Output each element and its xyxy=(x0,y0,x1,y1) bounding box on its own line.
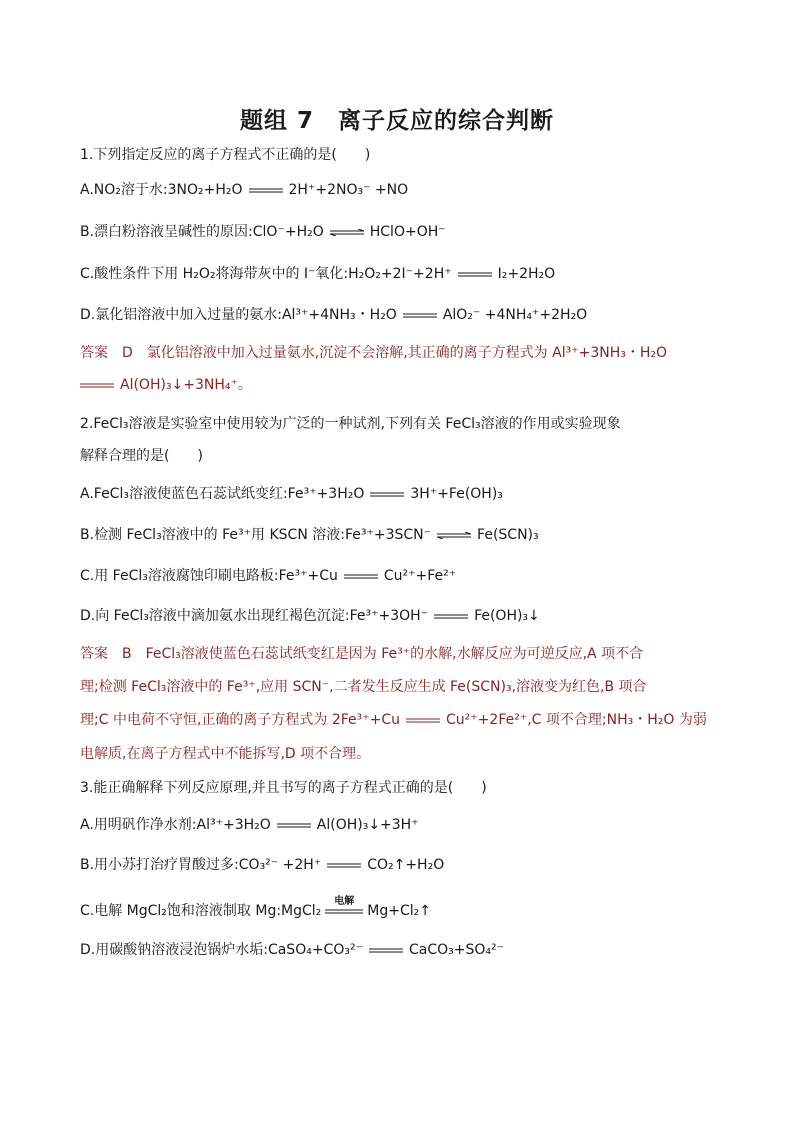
q3-d-rhs: CaCO₃+SO₄²⁻ xyxy=(408,942,504,958)
electrolysis-arrow-icon xyxy=(325,896,363,921)
q2-stem-line-1: 2.FeCl₃溶液是实验室中使用较为广泛的一种试剂,下列有关 FeCl₃溶液的作用或实验现象 xyxy=(80,416,621,432)
equals-arrow-icon xyxy=(327,862,361,869)
q1-stem: 1.下列指定反应的离子方程式不正确的是( ) xyxy=(80,147,371,163)
q3-option-b xyxy=(80,855,720,875)
q2-b-lhs: B.检测 FeCl₃溶液中的 Fe³⁺用 KSCN 溶液:Fe³⁺+3SCN⁻ xyxy=(80,527,432,543)
q1-a-lhs: A.NO₂溶于水:3NO₂+H₂O xyxy=(80,182,243,198)
equals-arrow-icon xyxy=(403,312,437,319)
q3-a-lhs: A.用明矾作净水剂:Al³⁺+3H₂O xyxy=(80,817,271,833)
q3-c-lhs: C.电解 MgCl₂饱和溶液制取 Mg:MgCl₂ xyxy=(80,903,322,919)
equals-arrow-icon xyxy=(458,271,492,278)
q1-option-a xyxy=(80,180,720,200)
q3-b-lhs: B.用小苏打治疗胃酸过多:CO₃²⁻ +2H⁺ xyxy=(80,857,322,873)
reversible-arrow-icon xyxy=(330,229,364,236)
q1-a-rhs: 2H⁺+2NO₃⁻ +NO xyxy=(288,182,409,198)
equals-arrow-icon xyxy=(406,717,440,724)
q1-answer-line-2 xyxy=(80,375,720,395)
q2-d-lhs: D.向 FeCl₃溶液中滴加氨水出现红褐色沉淀:Fe³⁺+3OH⁻ xyxy=(80,608,429,624)
q2-answer-text-1: FeCl₃溶液使蓝色石蕊试纸变红是因为 Fe³⁺的水解,水解反应为可逆反应,A 项不合 xyxy=(145,646,644,662)
q2-stem-line-2: 解释合理的是( ) xyxy=(80,448,203,464)
q3-stem: 3.能正确解释下列反应原理,并且书写的离子方程式正确的是( ) xyxy=(80,780,487,796)
q2-answer-line-3 xyxy=(80,710,720,730)
reaction-condition: 电解 xyxy=(334,896,355,907)
q2-answer-line-2: 理;检测 FeCl₃溶液中的 Fe³⁺,应用 SCN⁻,二者发生反应生成 Fe(SCN)₃,溶液变为红色,B 项合 xyxy=(80,679,647,695)
q2-option-a xyxy=(80,484,720,504)
equals-arrow-icon xyxy=(434,613,468,620)
equals-arrow-icon xyxy=(249,187,283,194)
q2-answer-label: 答案 B xyxy=(80,646,132,662)
page-title: 题组 7 离子反应的综合判断 xyxy=(239,108,554,134)
q3-d-lhs: D.用碳酸钠溶液浸泡锅炉水垢:CaSO₄+CO₃²⁻ xyxy=(80,942,363,958)
equals-arrow-icon xyxy=(369,947,403,954)
q1-answer-line-1 xyxy=(80,343,720,363)
q2-answer-line-4: 电解质,在离子方程式中不能拆写,D 项不合理。 xyxy=(80,746,371,762)
q1-answer-label: 答案 D xyxy=(80,345,133,361)
q1-option-b xyxy=(80,222,720,242)
q1-answer-text-1: 氯化铝溶液中加入过量氨水,沉淀不会溶解,其正确的离子方程式为 Al³⁺+3NH₃・H₂O xyxy=(146,345,668,361)
q1-b-lhs: B.漂白粉溶液呈碱性的原因:ClO⁻+H₂O xyxy=(80,224,324,240)
q1-d-lhs: D.氯化铝溶液中加入过量的氨水:Al³⁺+4NH₃・H₂O xyxy=(80,307,397,323)
reversible-arrow-icon xyxy=(437,532,471,539)
q1-option-d xyxy=(80,305,720,325)
q3-option-a xyxy=(80,815,720,835)
q1-c-rhs: I₂+2H₂O xyxy=(497,266,556,282)
q3-b-rhs: CO₂↑+H₂O xyxy=(367,857,445,873)
q3-c-rhs: Mg+Cl₂↑ xyxy=(367,903,432,919)
q2-answer-text-3a: 理;C 中电荷不守恒,正确的离子方程式为 2Fe³⁺+Cu xyxy=(80,712,401,728)
q1-b-rhs: HClO+OH⁻ xyxy=(369,224,446,240)
equals-arrow-icon xyxy=(80,382,114,389)
q2-option-b xyxy=(80,525,720,545)
q2-a-lhs: A.FeCl₃溶液使蓝色石蕊试纸变红:Fe³⁺+3H₂O xyxy=(80,486,365,502)
equals-arrow-icon xyxy=(344,573,378,580)
q3-option-c xyxy=(80,896,720,921)
q1-option-c xyxy=(80,264,720,284)
q2-answer-text-3b: Cu²⁺+2Fe²⁺,C 项不合理;NH₃・H₂O 为弱 xyxy=(446,712,707,728)
equals-arrow-icon xyxy=(370,491,404,498)
q2-b-rhs: Fe(SCN)₃ xyxy=(477,527,539,543)
q1-answer-text-2: Al(OH)₃↓+3NH₄⁺。 xyxy=(120,377,252,393)
q2-d-rhs: Fe(OH)₃↓ xyxy=(474,608,540,624)
q2-option-c xyxy=(80,566,720,586)
q2-a-rhs: 3H⁺+Fe(OH)₃ xyxy=(410,486,503,502)
q3-a-rhs: Al(OH)₃↓+3H⁺ xyxy=(316,817,419,833)
equals-arrow-icon xyxy=(277,822,311,829)
q2-answer-line-1 xyxy=(80,644,720,664)
q1-c-lhs: C.酸性条件下用 H₂O₂将海带灰中的 I⁻氧化:H₂O₂+2I⁻+2H⁺ xyxy=(80,266,452,282)
q2-c-rhs: Cu²⁺+Fe²⁺ xyxy=(383,568,457,584)
q2-c-lhs: C.用 FeCl₃溶液腐蚀印刷电路板:Fe³⁺+Cu xyxy=(80,568,338,584)
q1-d-rhs: AlO₂⁻ +4NH₄⁺+2H₂O xyxy=(442,307,588,323)
q3-option-d xyxy=(80,940,720,960)
q2-option-d xyxy=(80,606,720,626)
